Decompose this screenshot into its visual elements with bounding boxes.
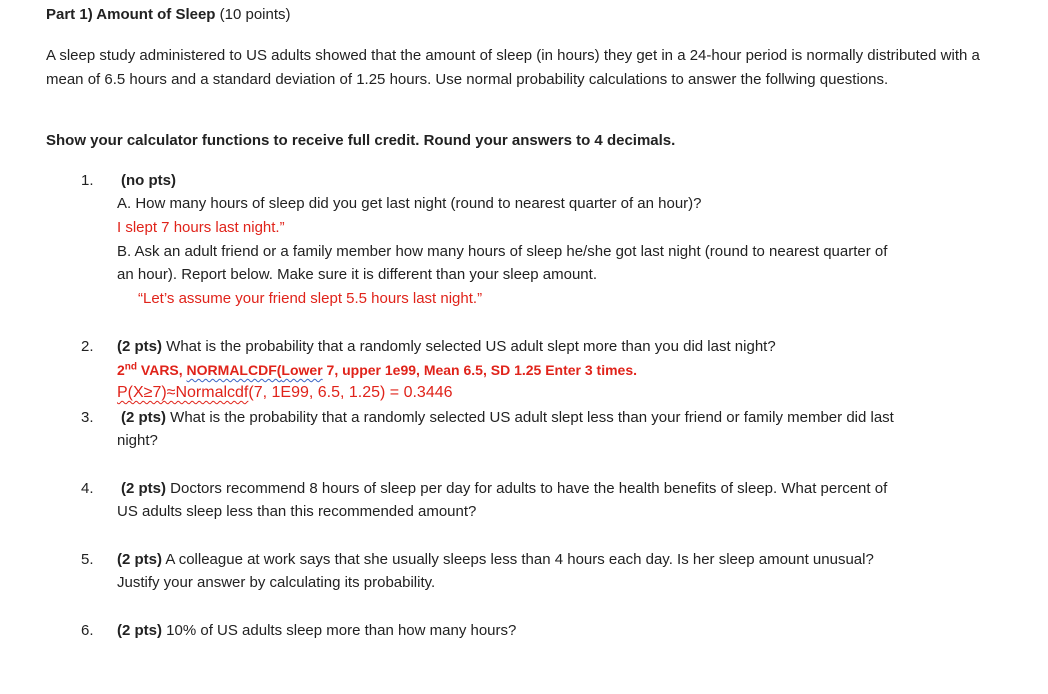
q3-line1 [121,409,894,426]
part-points: (10 points) [219,6,291,23]
q5-line2: Justify your answer by calculating its probability. [117,574,436,591]
q1-part-b-line1: B. Ask an adult friend or a family member how many hours of sleep he/she got last night (round to nearest quarter of [117,243,888,260]
q1-answer-a: I slept 7 hours last night.” [117,219,285,236]
q5-number: 5. [81,551,94,568]
q2-steps-function: NORMALCDF( [186,362,282,378]
q3-text-line1: What is the probability that a randomly selected US adult slept less than your friend or family member did last [170,409,894,426]
q3-line2: night? [117,432,158,449]
q4-text-line1: Doctors recommend 8 hours of sleep per day for adults to have the health benefits of sleep. What percent of [170,480,888,497]
q2-points: (2 pts) [117,338,162,355]
q1-answer-b: “Let’s assume your friend slept 5.5 hours last night.” [138,290,483,307]
instructions: Show your calculator functions to receive full credit. Round your answers to 4 decimals. [46,132,676,149]
q3-number: 3. [81,409,94,426]
q5-line1 [117,551,874,568]
q1-number: 1. [81,172,94,189]
q2-formula-lhs: P(X≥7)≈Normalcdf [117,384,249,401]
q1-points: (no pts) [121,172,176,189]
q2-text: What is the probability that a randomly selected US adult slept more than you did last night? [166,338,776,355]
q2-steps-sup: nd [124,361,138,373]
q2-formula [117,384,453,402]
q2-question [117,338,776,355]
q2-steps-lower: Lower [281,362,323,378]
q2-calculator-steps [117,362,637,378]
q4-number: 4. [81,480,94,497]
part-title [46,6,291,23]
q4-points: (2 pts) [121,480,166,497]
q1-part-a: A. How many hours of sleep did you get last night (round to nearest quarter of an hour)? [117,195,702,212]
q6-text: 10% of US adults sleep more than how many hours? [166,622,517,639]
q5-text-line1: A colleague at work says that she usually sleeps less than 4 hours each day. Is her sleep amount unusual? [165,551,874,568]
q1-part-b-line2: an hour). Report below. Make sure it is different than your sleep amount. [117,266,597,283]
q6-number: 6. [81,622,94,639]
q2-steps-vars: VARS, [137,362,187,378]
q6-question [117,622,516,639]
q4-line2: US adults sleep less than this recommended amount? [117,503,477,520]
q3-points: (2 pts) [121,409,166,426]
q5-points: (2 pts) [117,551,162,568]
part-heading: Part 1) Amount of Sleep [46,6,216,23]
q2-formula-rhs: (7, 1E99, 6.5, 1.25) = 0.3446 [248,384,453,401]
q2-steps-rest: 7, upper 1e99, Mean 6.5, SD 1.25 Enter 3 times. [322,362,638,378]
q2-steps-prefix: 2 [117,362,125,378]
q6-points: (2 pts) [117,622,162,639]
q4-line1 [121,480,887,497]
q2-number: 2. [81,338,94,355]
intro-paragraph: A sleep study administered to US adults showed that the amount of sleep (in hours) they get in a 24-hour period is normally distributed with a mean of 6.5 hours and a standard deviation of 1.25 hours. Use normal probability calculations to answer the follwing questions. [46,47,980,88]
